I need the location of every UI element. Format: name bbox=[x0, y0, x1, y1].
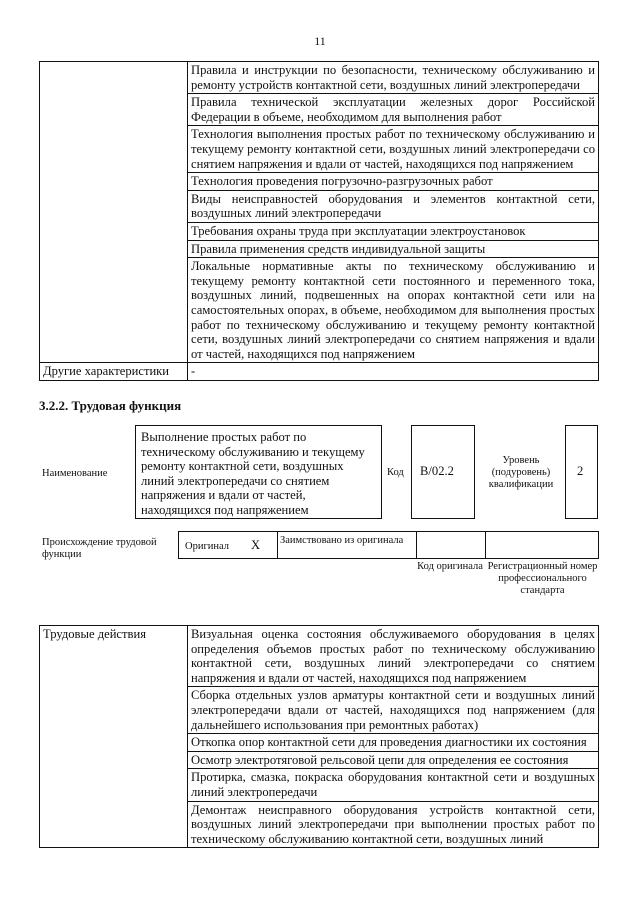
code-label: Код bbox=[387, 467, 404, 478]
registration-number-cell bbox=[485, 532, 598, 558]
labor-action-row: Визуальная оценка состояния обслуживаемого оборудования в целях определения объемов простых работ по техническому обслуживанию контактной сети, воздушных линий электропередачи со снятием напряжения и вдали от частей, находящихся под напряжением bbox=[188, 626, 599, 687]
knowledge-row: Правила применения средств индивидуальной защиты bbox=[188, 240, 599, 258]
origin-row bbox=[178, 531, 599, 559]
labor-action-row: Протирка, смазка, покраска оборудования контактной сети и воздушных линий электропередачи bbox=[188, 769, 599, 801]
other-characteristics-label: Другие характеристики bbox=[40, 363, 188, 381]
original-mark: X bbox=[251, 538, 261, 552]
function-name-box: Выполнение простых работ по техническому обслуживанию и текущему ремонту контактной сети, воздушных линий электропередачи со снятием напряжения и вдали от частей, находящихся под напряжением bbox=[135, 425, 382, 519]
knowledge-row: Локальные нормативные акты по техническому обслуживанию и текущему ремонту контактной сети постоянного и переменного тока, воздушных линий, подвешенных на опорах контактной сети или на самостоятельных опорах, в объеме, необходимом для выполнения простых работ по техническому обслуживанию и текущему ремонту контактной сети, воздушных линий электропередачи со снятием напряжения и вдали от частей, находящихся под напряжением bbox=[188, 258, 599, 363]
code-original-cell bbox=[416, 532, 486, 558]
labor-action-row: Демонтаж неисправного оборудования устройств контактной сети, воздушных линий электропередачи при выполнении простых работ по техническому обслуживанию контактной сети, воздушных линий bbox=[188, 801, 599, 848]
code-box: B/02.2 bbox=[411, 425, 475, 519]
original-label: Оригинал bbox=[185, 541, 229, 552]
knowledge-table bbox=[39, 61, 599, 381]
labor-action-row: Откопка опор контактной сети для проведения диагностики их состояния bbox=[188, 734, 599, 752]
code-original-label: Код оригинала bbox=[417, 561, 483, 572]
labor-action-row: Осмотр электротяговой рельсовой цепи для определения ее состояния bbox=[188, 751, 599, 769]
knowledge-row: Виды неисправностей оборудования и элементов контактной сети, воздушных линий электропередачи bbox=[188, 190, 599, 222]
borrowed-label: Заимствовано из оригинала bbox=[280, 535, 404, 546]
knowledge-row: Требования охраны труда при эксплуатации электроустановок bbox=[188, 222, 599, 240]
other-characteristics-value: - bbox=[188, 363, 599, 381]
labor-actions-table bbox=[39, 625, 599, 848]
borrowed-cell bbox=[277, 532, 417, 558]
qualification-level-label: Уровень (подуровень) квалификации bbox=[488, 455, 554, 490]
registration-number-label: Регистрационный номер профессионального стандарта bbox=[487, 561, 598, 596]
knowledge-row: Технология выполнения простых работ по техническому обслуживанию и текущему ремонту контактной сети, воздушных линий электропередачи со снятием напряжения и вдали от частей, находящихся под напряжением bbox=[188, 126, 599, 173]
qualification-level-box: 2 bbox=[565, 425, 598, 519]
name-label: Наименование bbox=[42, 468, 108, 479]
section-title: 3.2.2. Трудовая функция bbox=[39, 398, 182, 413]
knowledge-row: Правила и инструкции по безопасности, техническому обслуживанию и ремонту устройств контактной сети, воздушных линий электропередачи bbox=[188, 62, 599, 94]
page-number: 11 bbox=[314, 34, 326, 48]
labor-actions-label: Трудовые действия bbox=[40, 626, 188, 848]
origin-label: Происхождение трудовой функции bbox=[42, 537, 157, 560]
labor-action-row: Сборка отдельных узлов арматуры контактной сети и воздушных линий электропередачи вдали от частей, находящихся под напряжением (для дальнейшего использования при ремонтных работах) bbox=[188, 687, 599, 734]
knowledge-row: Технология проведения погрузочно-разгрузочных работ bbox=[188, 173, 599, 191]
knowledge-label-cell bbox=[40, 62, 188, 363]
original-cell bbox=[179, 532, 278, 558]
knowledge-row: Правила технической эксплуатации железных дорог Российской Федерации в объеме, необходимом для выполнения работ bbox=[188, 94, 599, 126]
